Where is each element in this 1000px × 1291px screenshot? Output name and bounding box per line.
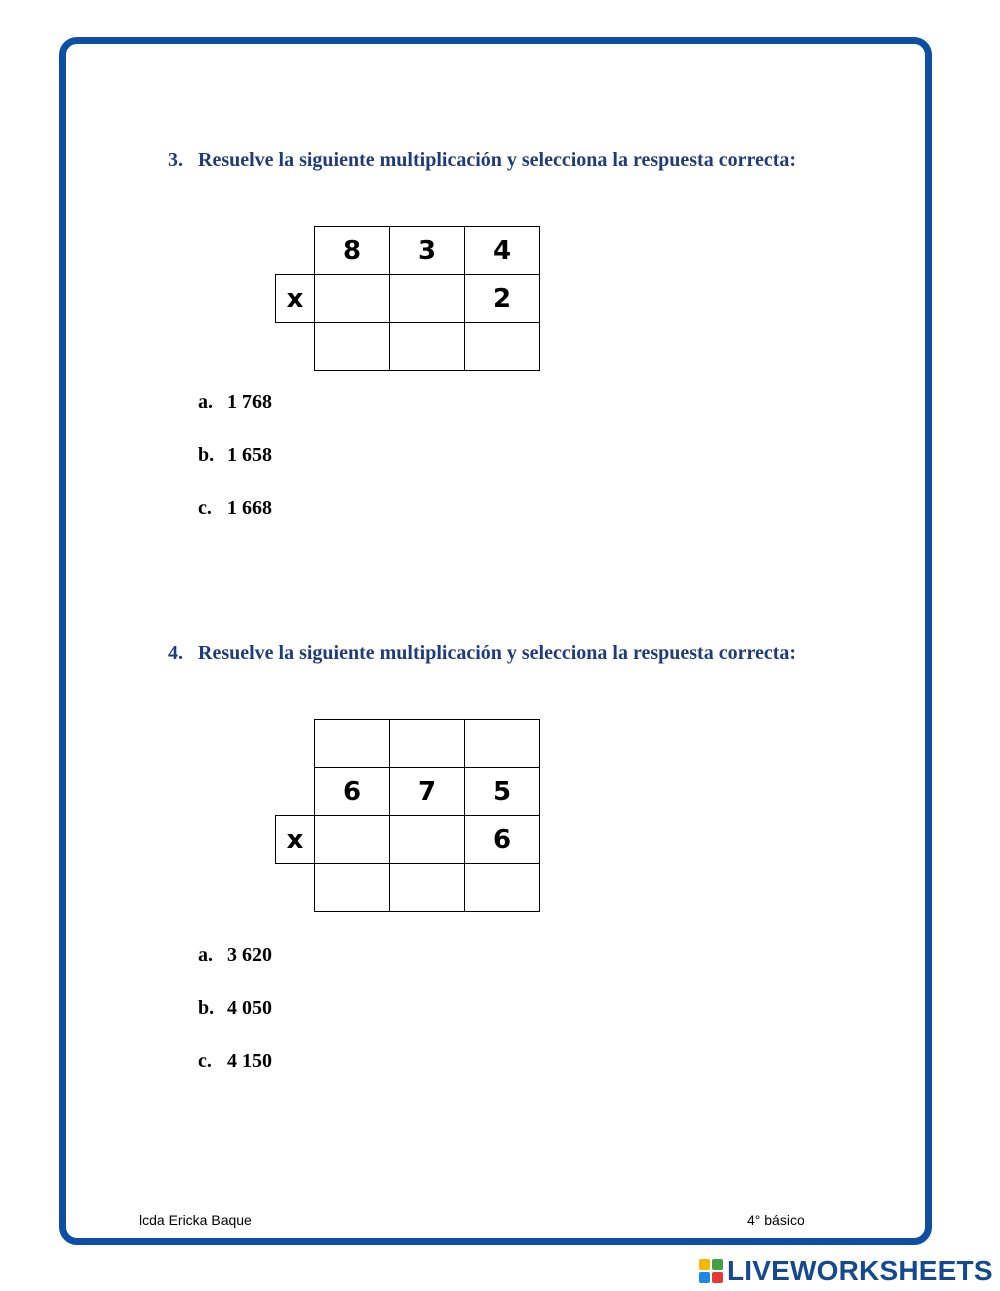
liveworksheets-logo-icon bbox=[699, 1259, 723, 1283]
option-a[interactable]: a. 1 768 bbox=[198, 391, 272, 413]
result-input-cell[interactable] bbox=[390, 323, 465, 371]
answer-options-4 bbox=[198, 943, 272, 1102]
multiplication-grid-4 bbox=[275, 719, 540, 912]
multiplicand-digit: 8 bbox=[315, 227, 390, 275]
result-input-cell[interactable] bbox=[465, 864, 540, 912]
footer-author: lcda Ericka Baque bbox=[139, 1212, 252, 1228]
question-number: 3. bbox=[168, 149, 183, 171]
multiplier-cell[interactable] bbox=[315, 275, 390, 323]
question-number: 4. bbox=[168, 642, 183, 664]
multiplier-cell[interactable] bbox=[315, 816, 390, 864]
carry-input-cell[interactable] bbox=[390, 720, 465, 768]
answer-options-3 bbox=[198, 390, 272, 549]
question-3 bbox=[168, 145, 858, 176]
result-input-cell[interactable] bbox=[315, 323, 390, 371]
option-b[interactable]: b. 4 050 bbox=[198, 997, 272, 1019]
option-c[interactable]: c. 4 150 bbox=[198, 1050, 272, 1072]
carry-input-cell[interactable] bbox=[315, 720, 390, 768]
brand-name: LIVEWORKSHEETS bbox=[727, 1255, 993, 1286]
question-4 bbox=[168, 638, 858, 669]
option-c[interactable]: c. 1 668 bbox=[198, 497, 272, 519]
multiplier-digit: 6 bbox=[465, 816, 540, 864]
carry-input-cell[interactable] bbox=[465, 720, 540, 768]
result-input-cell[interactable] bbox=[390, 864, 465, 912]
result-input-cell[interactable] bbox=[315, 864, 390, 912]
multiplier-digit: 2 bbox=[465, 275, 540, 323]
multiplicand-digit: 3 bbox=[390, 227, 465, 275]
multiplier-cell[interactable] bbox=[390, 816, 465, 864]
multiplication-grid-3 bbox=[275, 226, 540, 371]
multiplicand-digit: 5 bbox=[465, 768, 540, 816]
multiplicand-digit: 4 bbox=[465, 227, 540, 275]
multiply-sign: x bbox=[276, 275, 315, 323]
multiplier-cell[interactable] bbox=[390, 275, 465, 323]
question-text: Resuelve la siguiente multiplicación y selecciona la respuesta correcta: bbox=[198, 149, 797, 171]
multiply-sign: x bbox=[276, 816, 315, 864]
option-b[interactable]: b. 1 658 bbox=[198, 444, 272, 466]
result-input-cell[interactable] bbox=[465, 323, 540, 371]
option-a[interactable]: a. 3 620 bbox=[198, 944, 272, 966]
liveworksheets-brand[interactable] bbox=[699, 1257, 993, 1285]
multiplicand-digit: 7 bbox=[390, 768, 465, 816]
footer-grade: 4° básico bbox=[747, 1212, 805, 1228]
multiplicand-digit: 6 bbox=[315, 768, 390, 816]
question-text: Resuelve la siguiente multiplicación y selecciona la respuesta correcta: bbox=[198, 642, 797, 664]
